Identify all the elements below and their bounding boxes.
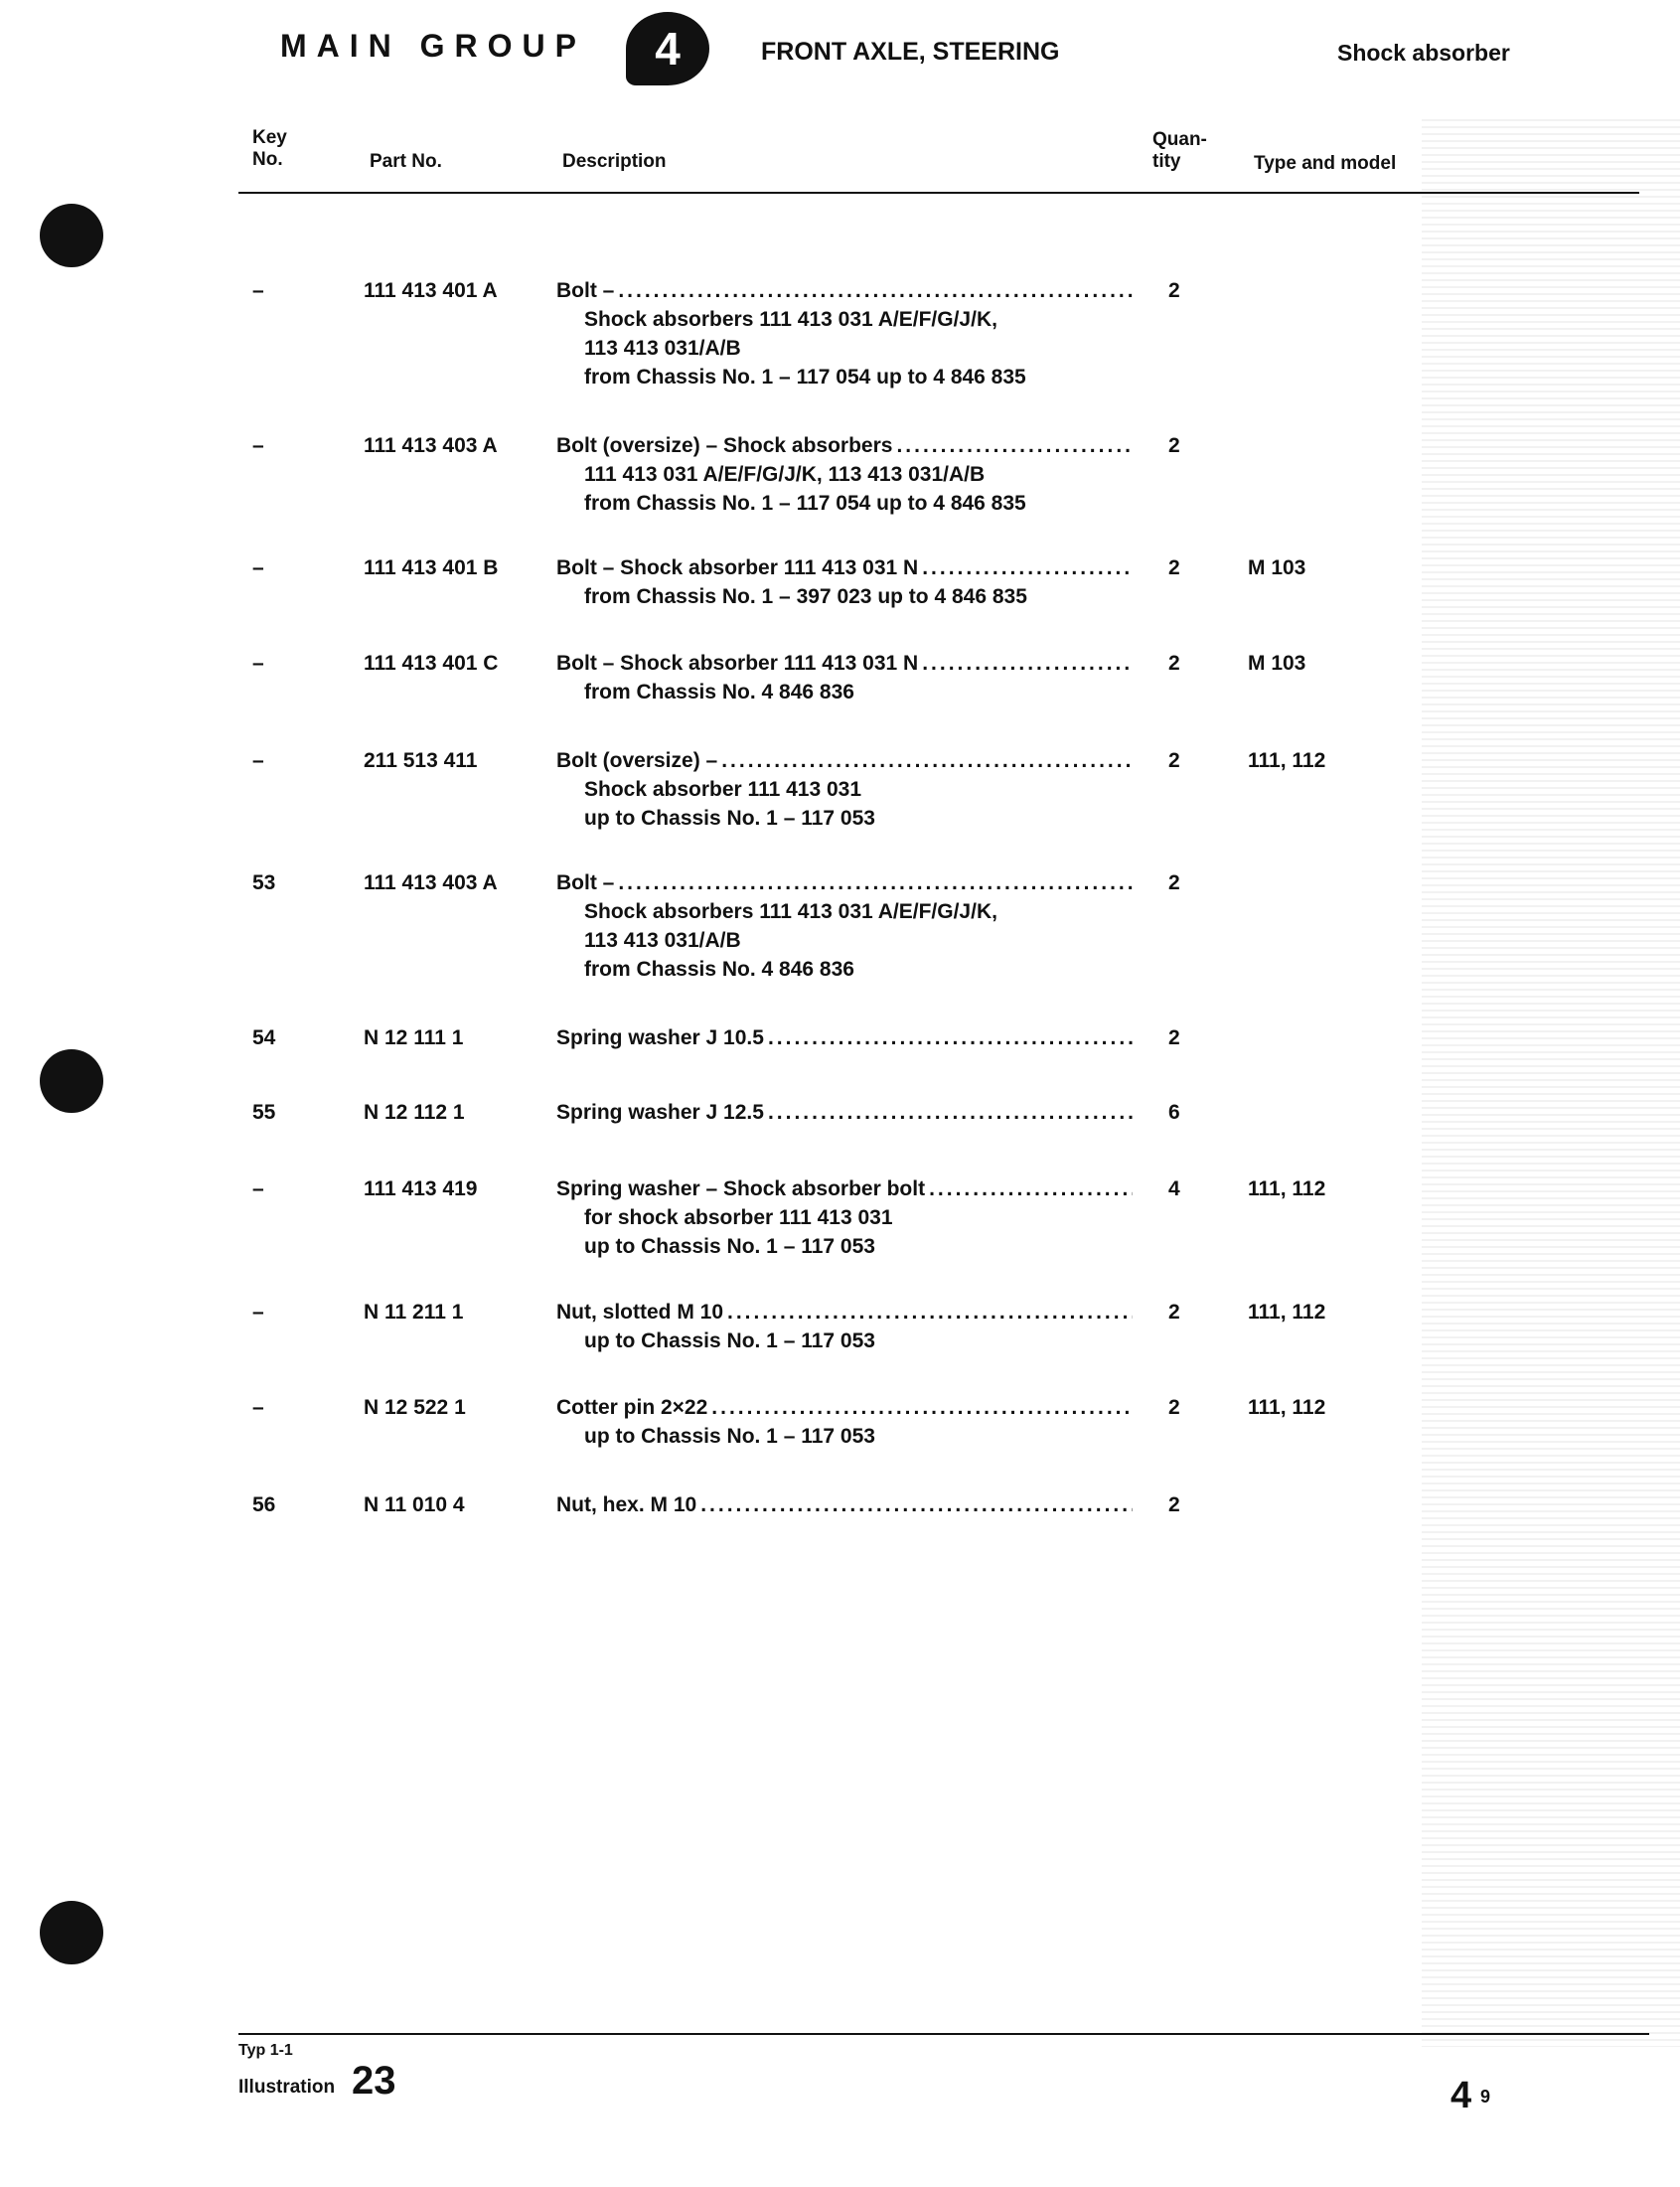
row-part-no: N 12 112 1 (364, 1101, 465, 1124)
row-desc-main: Nut, slotted M 10 (556, 1301, 724, 1324)
row-description (556, 1298, 1133, 1355)
column-type-and-model: Type and model (1254, 153, 1397, 174)
row-desc-main: Bolt – Shock absorber 111 413 031 N (556, 556, 919, 579)
row-quantity: 2 (1168, 556, 1180, 579)
row-type: 111, 112 (1248, 1396, 1326, 1419)
row-quantity: 2 (1168, 279, 1180, 302)
row-desc-main: Bolt – Shock absorber 111 413 031 N (556, 652, 919, 675)
row-key: – (252, 652, 264, 675)
row-desc-sub: for shock absorber 111 413 031 (584, 1206, 893, 1229)
row-description (556, 431, 1133, 518)
row-part-no: 111 413 403 A (364, 871, 498, 894)
row-desc-sub: from Chassis No. 1 – 397 023 up to 4 846 835 (584, 585, 1027, 608)
row-desc-main: Cotter pin 2×22 (556, 1396, 708, 1419)
row-description (556, 1393, 1133, 1451)
leader-dots (922, 553, 1133, 582)
row-quantity: 2 (1168, 652, 1180, 675)
row-desc-sub: from Chassis No. 4 846 836 (584, 681, 854, 703)
row-key: 56 (252, 1493, 276, 1516)
row-key: – (252, 1396, 264, 1419)
row-part-no: 111 413 401 A (364, 279, 498, 302)
footer-typ: Typ 1-1 (238, 2042, 293, 2059)
row-part-no: N 11 010 4 (364, 1493, 465, 1516)
row-quantity: 6 (1168, 1101, 1180, 1124)
row-desc-main: Bolt – (556, 871, 615, 894)
row-desc-sub: up to Chassis No. 1 – 117 053 (584, 807, 875, 830)
row-desc-sub: from Chassis No. 1 – 117 054 up to 4 846 835 (584, 366, 1026, 389)
row-description (556, 746, 1133, 833)
row-quantity: 2 (1168, 1493, 1180, 1516)
row-part-no: 111 413 419 (364, 1177, 478, 1200)
leader-dots (922, 649, 1133, 678)
row-key: 54 (252, 1026, 276, 1049)
row-desc-main: Spring washer – Shock absorber bolt (556, 1177, 926, 1200)
row-desc-main: Spring washer J 10.5 (556, 1026, 764, 1049)
leader-dots (721, 746, 1133, 775)
page-sub-number: 9 (1480, 2087, 1491, 2107)
row-desc-sub: 113 413 031/A/B (584, 337, 741, 360)
column-quantity-line2: tity (1152, 151, 1181, 172)
row-type: 111, 112 (1248, 1301, 1326, 1324)
row-type: M 103 (1248, 652, 1306, 675)
row-desc-main: Nut, hex. M 10 (556, 1493, 697, 1516)
row-description (556, 1023, 1133, 1052)
row-description (556, 1174, 1133, 1261)
row-description (556, 649, 1133, 706)
row-desc-main: Bolt – (556, 279, 615, 302)
illustration-label: Illustration (238, 2077, 336, 2098)
row-key: – (252, 1177, 264, 1200)
row-type: 111, 112 (1248, 749, 1326, 772)
leader-dots (711, 1393, 1133, 1422)
row-quantity: 2 (1168, 1301, 1180, 1324)
row-key: – (252, 749, 264, 772)
row-desc-sub: 113 413 031/A/B (584, 929, 741, 952)
leader-dots (768, 1023, 1133, 1052)
leader-dots (618, 868, 1133, 897)
row-desc-main: Bolt (oversize) – Shock absorbers (556, 434, 893, 457)
illustration-number: 23 (352, 2059, 396, 2103)
row-description (556, 1098, 1133, 1127)
row-quantity: 2 (1168, 1396, 1180, 1419)
row-desc-sub: Shock absorber 111 413 031 (584, 778, 862, 801)
binder-hole-middle (40, 1049, 103, 1113)
row-type: 111, 112 (1248, 1177, 1326, 1200)
column-part-no: Part No. (370, 151, 442, 172)
column-quantity-line1: Quan- (1152, 129, 1207, 150)
row-part-no: 111 413 401 C (364, 652, 499, 675)
row-key: 55 (252, 1101, 276, 1124)
column-key-no-line1: Key (252, 127, 287, 148)
column-description: Description (562, 151, 667, 172)
column-key-no-line2: No. (252, 149, 283, 170)
header-rule (238, 192, 1639, 194)
row-part-no: N 12 522 1 (364, 1396, 466, 1419)
row-key: – (252, 279, 264, 302)
row-description (556, 868, 1133, 984)
row-quantity: 2 (1168, 871, 1180, 894)
row-desc-sub: up to Chassis No. 1 – 117 053 (584, 1329, 875, 1352)
leader-dots (896, 431, 1133, 460)
group-number: 4 (655, 23, 681, 75)
row-quantity: 4 (1168, 1177, 1180, 1200)
row-part-no: N 11 211 1 (364, 1301, 464, 1324)
leader-dots (727, 1298, 1133, 1327)
row-desc-main: Spring washer J 12.5 (556, 1101, 764, 1124)
row-desc-sub: from Chassis No. 1 – 117 054 up to 4 846 835 (584, 492, 1026, 515)
group-number-badge (626, 12, 709, 85)
row-desc-sub: Shock absorbers 111 413 031 A/E/F/G/J/K, (584, 900, 997, 923)
row-desc-main: Bolt (oversize) – (556, 749, 718, 772)
row-quantity: 2 (1168, 1026, 1180, 1049)
row-part-no: N 12 111 1 (364, 1026, 464, 1049)
row-description (556, 553, 1133, 611)
row-description (556, 276, 1133, 391)
row-quantity: 2 (1168, 434, 1180, 457)
scan-noise (1422, 119, 1680, 2047)
leader-dots (700, 1490, 1133, 1519)
column-quantity (1152, 129, 1207, 173)
page-number: 4 (1451, 2075, 1472, 2116)
row-part-no: 211 513 411 (364, 749, 478, 772)
row-desc-sub: up to Chassis No. 1 – 117 053 (584, 1425, 875, 1448)
row-key: – (252, 1301, 264, 1324)
row-part-no: 111 413 403 A (364, 434, 498, 457)
footer-rule (238, 2033, 1649, 2035)
row-desc-sub: Shock absorbers 111 413 031 A/E/F/G/J/K, (584, 308, 997, 331)
row-quantity: 2 (1168, 749, 1180, 772)
row-description (556, 1490, 1133, 1519)
row-key: – (252, 556, 264, 579)
row-part-no: 111 413 401 B (364, 556, 499, 579)
row-key: 53 (252, 871, 276, 894)
row-key: – (252, 434, 264, 457)
main-group-label: MAIN GROUP (280, 28, 586, 64)
leader-dots (618, 276, 1133, 305)
row-desc-sub: from Chassis No. 4 846 836 (584, 958, 854, 981)
leader-dots (768, 1098, 1133, 1127)
row-type: M 103 (1248, 556, 1306, 579)
binder-hole-top (40, 204, 103, 267)
group-title: FRONT AXLE, STEERING (761, 38, 1060, 66)
binder-hole-bottom (40, 1901, 103, 1964)
leader-dots (929, 1174, 1133, 1203)
column-key-no (252, 127, 287, 171)
section-title: Shock absorber (1337, 40, 1510, 66)
row-desc-sub: up to Chassis No. 1 – 117 053 (584, 1235, 875, 1258)
row-desc-sub: 111 413 031 A/E/F/G/J/K, 113 413 031/A/B (584, 463, 986, 486)
